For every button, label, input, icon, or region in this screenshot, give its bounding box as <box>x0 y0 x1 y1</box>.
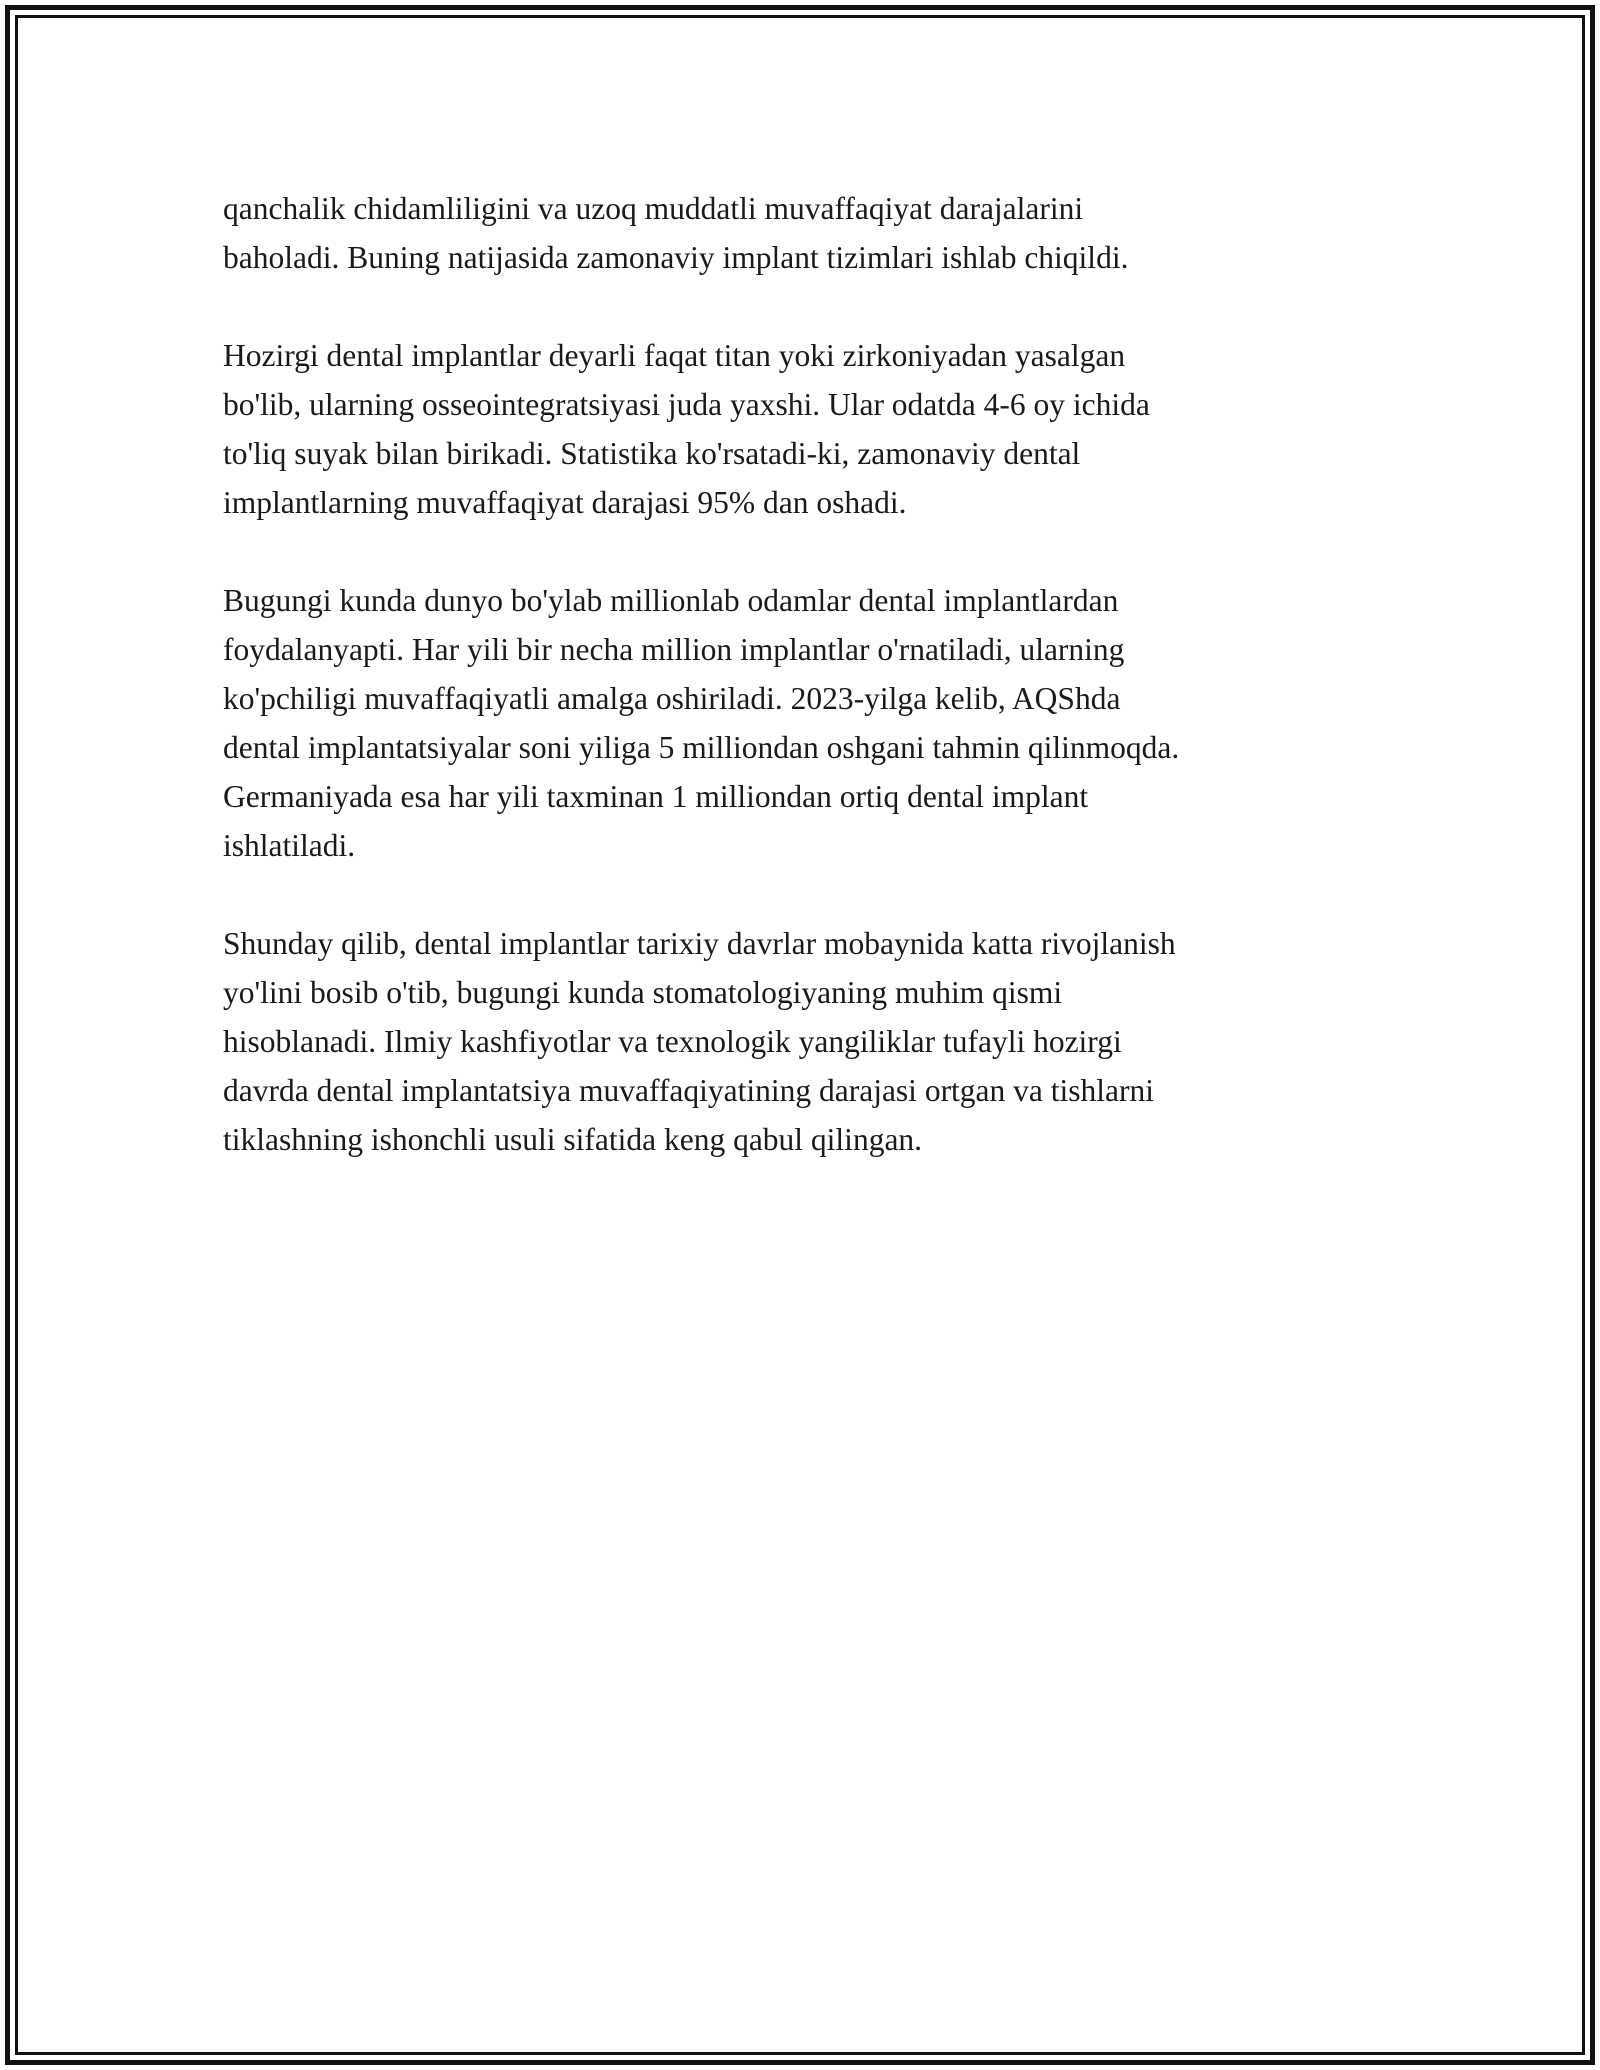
text-line: bo'lib, ularning osseointegratsiyasi juda yaxshi. Ular odatda 4-6 oy ichida <box>223 387 1150 422</box>
paragraph-3 <box>223 576 1368 870</box>
paragraph-1 <box>223 184 1368 282</box>
paragraph-2 <box>223 331 1368 527</box>
text-line: yo'lini bosib o'tib, bugungi kunda stomatologiyaning muhim qismi <box>223 975 1063 1010</box>
text-line: implantlarning muvaffaqiyat darajasi 95% dan oshadi. <box>223 485 907 520</box>
text-line: Shunday qilib, dental implantlar tarixiy davrlar mobaynida katta rivojlanish <box>223 926 1176 961</box>
text-line: foydalanyapti. Har yili bir necha million implantlar o'rnatiladi, ularning <box>223 632 1125 667</box>
text-line: Hozirgi dental implantlar deyarli faqat titan yoki zirkoniyadan yasalgan <box>223 338 1126 373</box>
text-line: Bugungi kunda dunyo bo'ylab millionlab odamlar dental implantlardan <box>223 583 1119 618</box>
text-line: davrda dental implantatsiya muvaffaqiyatining darajasi ortgan va tishlarni <box>223 1073 1155 1108</box>
text-line: qanchalik chidamliligini va uzoq muddatli muvaffaqiyat darajalarini <box>223 191 1084 226</box>
text-line: hisoblanadi. Ilmiy kashfiyotlar va texnologik yangiliklar tufayli hozirgi <box>223 1024 1122 1059</box>
paragraph-4 <box>223 919 1368 1164</box>
document-body <box>223 184 1368 1213</box>
text-line: Germaniyada esa har yili taxminan 1 milliondan ortiq dental implant <box>223 779 1089 814</box>
text-line: ko'pchiligi muvaffaqiyatli amalga oshiriladi. 2023-yilga kelib, AQShda <box>223 681 1121 716</box>
text-line: dental implantatsiyalar soni yiliga 5 milliondan oshgani tahmin qilinmoqda. <box>223 730 1180 765</box>
text-line: to'liq suyak bilan birikadi. Statistika ko'rsatadi-ki, zamonaviy dental <box>223 436 1081 471</box>
text-line: tiklashning ishonchli usuli sifatida keng qabul qilingan. <box>223 1122 923 1157</box>
text-line: baholadi. Buning natijasida zamonaviy implant tizimlari ishlab chiqildi. <box>223 240 1129 275</box>
text-line: ishlatiladi. <box>223 828 356 863</box>
